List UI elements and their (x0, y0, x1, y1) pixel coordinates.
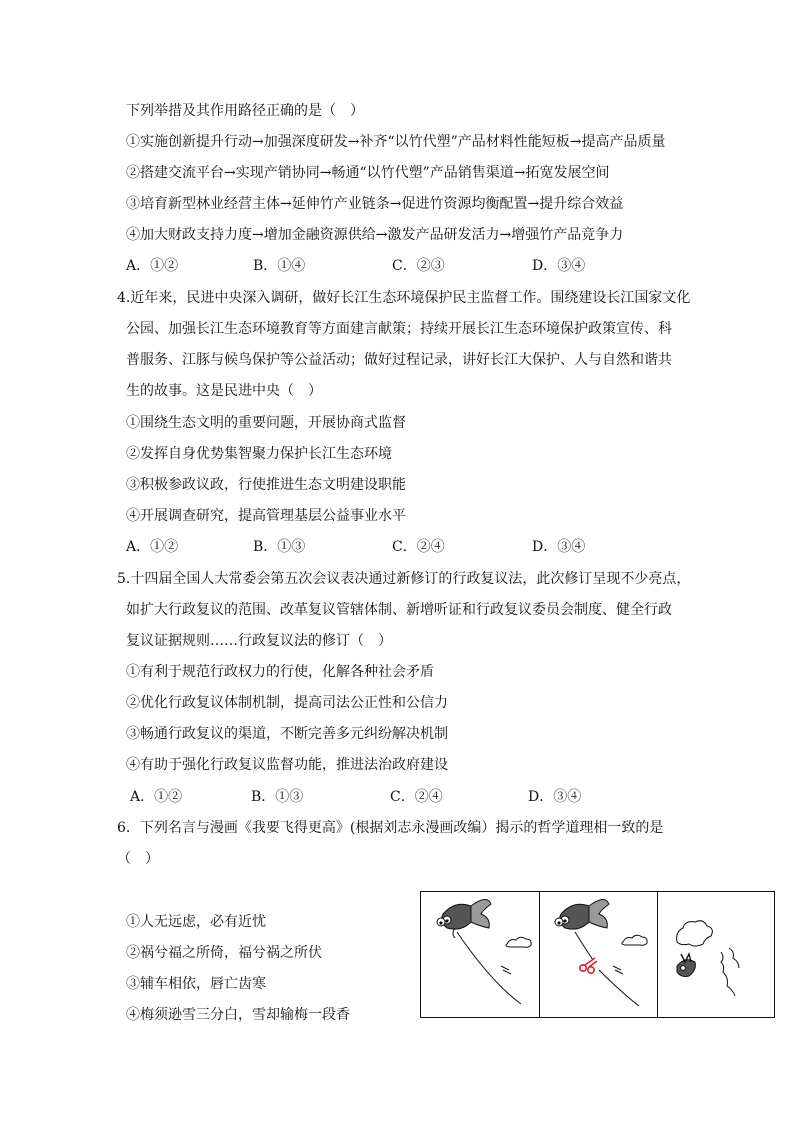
q4-option-b[interactable]: B．①③ (253, 539, 306, 555)
q3-item-4: ④加大财政支持力度→增加金融资源供给→激发产品研发活力→增强竹产品竞争力 (126, 227, 624, 243)
q6-item-2: ②祸兮福之所倚，福兮祸之所伏 (126, 945, 322, 961)
q5-item-1: ①有利于规范行政权力的行使，化解各种社会矛盾 (126, 664, 434, 680)
q3-item-3: ③培育新型林业经营主体→延伸竹产业链条→促进竹资源均衡配置→提升综合效益 (126, 196, 624, 212)
wind-lines (501, 966, 511, 974)
q6-stem-line-2: （ ） (117, 851, 159, 867)
panel-divider-2 (657, 892, 658, 1017)
scissors-icon (580, 958, 597, 973)
falling-string (729, 948, 739, 968)
dust-cloud-icon (677, 921, 713, 946)
comic-strip (420, 891, 775, 1018)
q5-option-b[interactable]: B．①③ (251, 789, 304, 805)
q3-option-b[interactable]: B．①④ (253, 258, 306, 274)
cloud-icon (622, 935, 647, 945)
q4-option-d[interactable]: D．③④ (532, 539, 586, 555)
comic-panel-3 (659, 892, 774, 1017)
q4-item-2: ②发挥自身优势集智聚力保护长江生态环境 (126, 446, 392, 462)
cloud-icon (506, 937, 531, 947)
q3-option-a[interactable]: A．①② (126, 258, 179, 274)
q3-item-2: ②搭建交流平台→实现产销协同→畅通“以竹代塑”产品销售渠道→拓宽发展空间 (126, 165, 610, 181)
q5-option-a[interactable]: A．①② (130, 789, 183, 805)
q3-stem: 下列举措及其作用路径正确的是（ ） (126, 103, 364, 119)
fallen-goldfish-kite-icon (677, 954, 695, 977)
q5-option-c[interactable]: C．②④ (390, 789, 443, 805)
q3-option-d[interactable]: D．③④ (532, 258, 586, 274)
q4-option-a[interactable]: A．①② (126, 539, 179, 555)
panel-divider-1 (539, 892, 540, 1017)
q4-item-3: ③积极参政议政，行使推进生态文明建设职能 (126, 477, 406, 493)
comic-panel-2 (541, 892, 657, 1017)
q4-item-4: ④开展调查研究，提高管理基层公益事业水平 (126, 508, 406, 524)
q4-item-1: ①围绕生态文明的重要问题，开展协商式监督 (126, 415, 406, 431)
q4-stem-line-4: 生的故事。这是民进中央（ ） (126, 383, 322, 399)
q5-stem-line-1: 5.十四届全国人大常委会第五次会议表决通过新修订的行政复议法，此次修订呈现不少亮点， (117, 571, 691, 587)
goldfish-kite-icon (437, 899, 491, 938)
q6-item-3: ③辅车相依，唇亡齿寒 (126, 976, 266, 992)
comic-panel-1 (421, 892, 539, 1017)
q6-item-1: ①人无远虑，必有近忧 (126, 914, 266, 930)
q4-option-c[interactable]: C．②④ (392, 539, 445, 555)
q3-option-c[interactable]: C．②③ (392, 258, 445, 274)
q5-item-3: ③畅通行政复议的渠道，不断完善多元纠纷解决机制 (126, 726, 448, 742)
q4-stem-line-1: 4.近年来，民进中央深入调研，做好长江生态环境保护民主监督工作。围绕建设长江国家文化 (117, 290, 691, 306)
q6-item-4: ④梅须逊雪三分白，雪却输梅一段香 (126, 1007, 350, 1023)
q5-option-d[interactable]: D．③④ (528, 789, 582, 805)
falling-string (721, 952, 735, 996)
q6-stem-line-1: 6．下列名言与漫画《我要飞得更高》(根据刘志永漫画改编）揭示的哲学道理相一致的是 (117, 820, 664, 836)
kite-string (575, 932, 639, 1006)
kite-string (457, 932, 521, 1004)
q4-stem-line-2: 公园、加强长江生态环境教育等方面建言献策；持续开展长江生态环境保护政策宣传、科 (126, 321, 672, 337)
q5-item-2: ②优化行政复议体制机制，提高司法公正性和公信力 (126, 695, 448, 711)
wind-lines (613, 966, 623, 974)
q5-stem-line-3: 复议证据规则……行政复议法的修订（ ） (126, 633, 392, 649)
q5-stem-line-2: 如扩大行政复议的范围、改革复议管辖体制、新增听证和行政复议委员会制度、健全行政 (126, 602, 672, 618)
q5-item-4: ④有助于强化行政复议监督功能，推进法治政府建设 (126, 757, 448, 773)
q3-item-1: ①实施创新提升行动→加强深度研发→补齐“以竹代塑”产品材料性能短板→提高产品质量 (126, 134, 666, 150)
q4-stem-line-3: 普服务、江豚与候鸟保护等公益活动；做好过程记录，讲好长江大保护、人与自然和谐共 (126, 352, 672, 368)
goldfish-kite-icon (555, 899, 609, 929)
